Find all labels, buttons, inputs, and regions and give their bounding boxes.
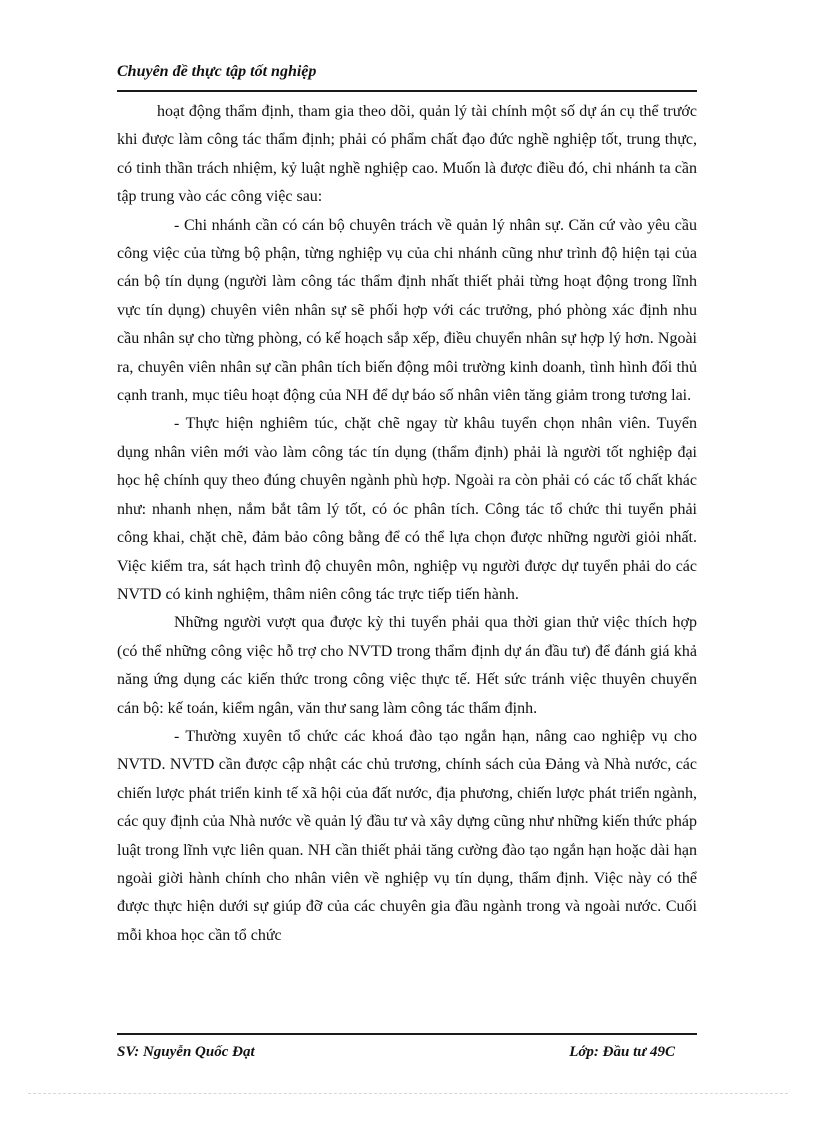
- paragraph: - Thường xuyên tổ chức các khoá đào tạo ngắn hạn, nâng cao nghiệp vụ cho NVTD. NVTD cần được cập nhật các chủ trương, chính sách của Đảng và Nhà nước, các chiến lược phát triển kinh tế xã hội của đất nước, địa phương, chiến lược phát triển ngành, các quy định của Nhà nước về quản lý đầu tư và xây dựng cũng như những kiến thức pháp luật trong lĩnh vực liên quan. NH cần thiết phải tăng cường đào tạo ngắn hạn hoặc dài hạn ngoài giời hành chính cho nhân viên về nghiệp vụ tín dụng, thẩm định. Việc này có thể được thực hiện dưới sự giúp đỡ của các chuyên gia đầu ngành trong và ngoài nước. Cuối mỗi khoa học cần tổ chức: [117, 727, 697, 944]
- paragraph: Những người vượt qua được kỳ thi tuyển phải qua thời gian thử việc thích hợp (có thể những công việc hỗ trợ cho NVTD trong thẩm định dự án đầu tư) để đánh giá khả năng ứng dụng các kiến thức trong công việc thực tế. Hết sức tránh việc thuyên chuyển cán bộ: kế toán, kiểm ngân, văn thư sang làm công tác thẩm định.: [117, 614, 697, 717]
- document-title: Chuyên đề thực tập tốt nghiệp: [117, 63, 317, 80]
- paragraph: hoạt động thẩm định, tham gia theo dõi, quản lý tài chính một số dự án cụ thể trước khi được làm công tác thẩm định; phải có phẩm chất đạo đức nghề nghiệp tốt, trung thực, có tinh thần trách nhiệm, kỷ luật nghề nghiệp cao. Muốn là được điều đó, chi nhánh ta cần tập trung vào các công việc sau:: [117, 103, 697, 206]
- page-header: [117, 62, 697, 92]
- paragraph: - Chi nhánh cần có cán bộ chuyên trách về quản lý nhân sự. Căn cứ vào yêu cầu công việc của từng bộ phận, từng nghiệp vụ của chi nhánh cũng như trình độ hiện tại của cán bộ tín dụng (người làm công tác thẩm định nhất thiết phải từng hoạt động trong lĩnh vực tín dụng) chuyên viên nhân sự sẽ phối hợp với các trưởng, phó phòng xác định nhu cầu nhân sự cho từng phòng, có kế hoạch sắp xếp, điều chuyển nhân sự hợp lý hơn. Ngoài ra, chuyên viên nhân sự cần phân tích biến động môi trường kinh doanh, tình hình đối thủ cạnh tranh, mục tiêu hoạt động của NH để dự báo số nhân viên tăng giảm trong tương lai.: [117, 216, 697, 405]
- page-footer: [117, 1033, 697, 1063]
- paragraph: - Thực hiện nghiêm túc, chặt chẽ ngay từ khâu tuyển chọn nhân viên. Tuyển dụng nhân viên mới vào làm công tác tín dụng (thẩm định) phải là người tốt nghiệp đại học hệ chính quy theo đúng chuyên ngành phù hợp. Ngoài ra còn phải có các tố chất khác như: nhanh nhẹn, nắm bắt tâm lý tốt, có óc phân tích. Công tác tổ chức thi tuyển phải công khai, chặt chẽ, đảm bảo công bằng để có thể lựa chọn được những người giỏi nhất. Việc kiểm tra, sát hạch trình độ chuyên môn, nghiệp vụ người được dự tuyển phải do các NVTD có kinh nghiệm, thâm niên công tác trực tiếp tiến hành.: [117, 415, 697, 603]
- class-name: Lớp: Đầu tư 49C: [569, 1044, 675, 1060]
- page-body: [117, 98, 697, 950]
- page-frame-edge: [28, 1093, 788, 1094]
- student-name: SV: Nguyễn Quốc Đạt: [117, 1044, 255, 1060]
